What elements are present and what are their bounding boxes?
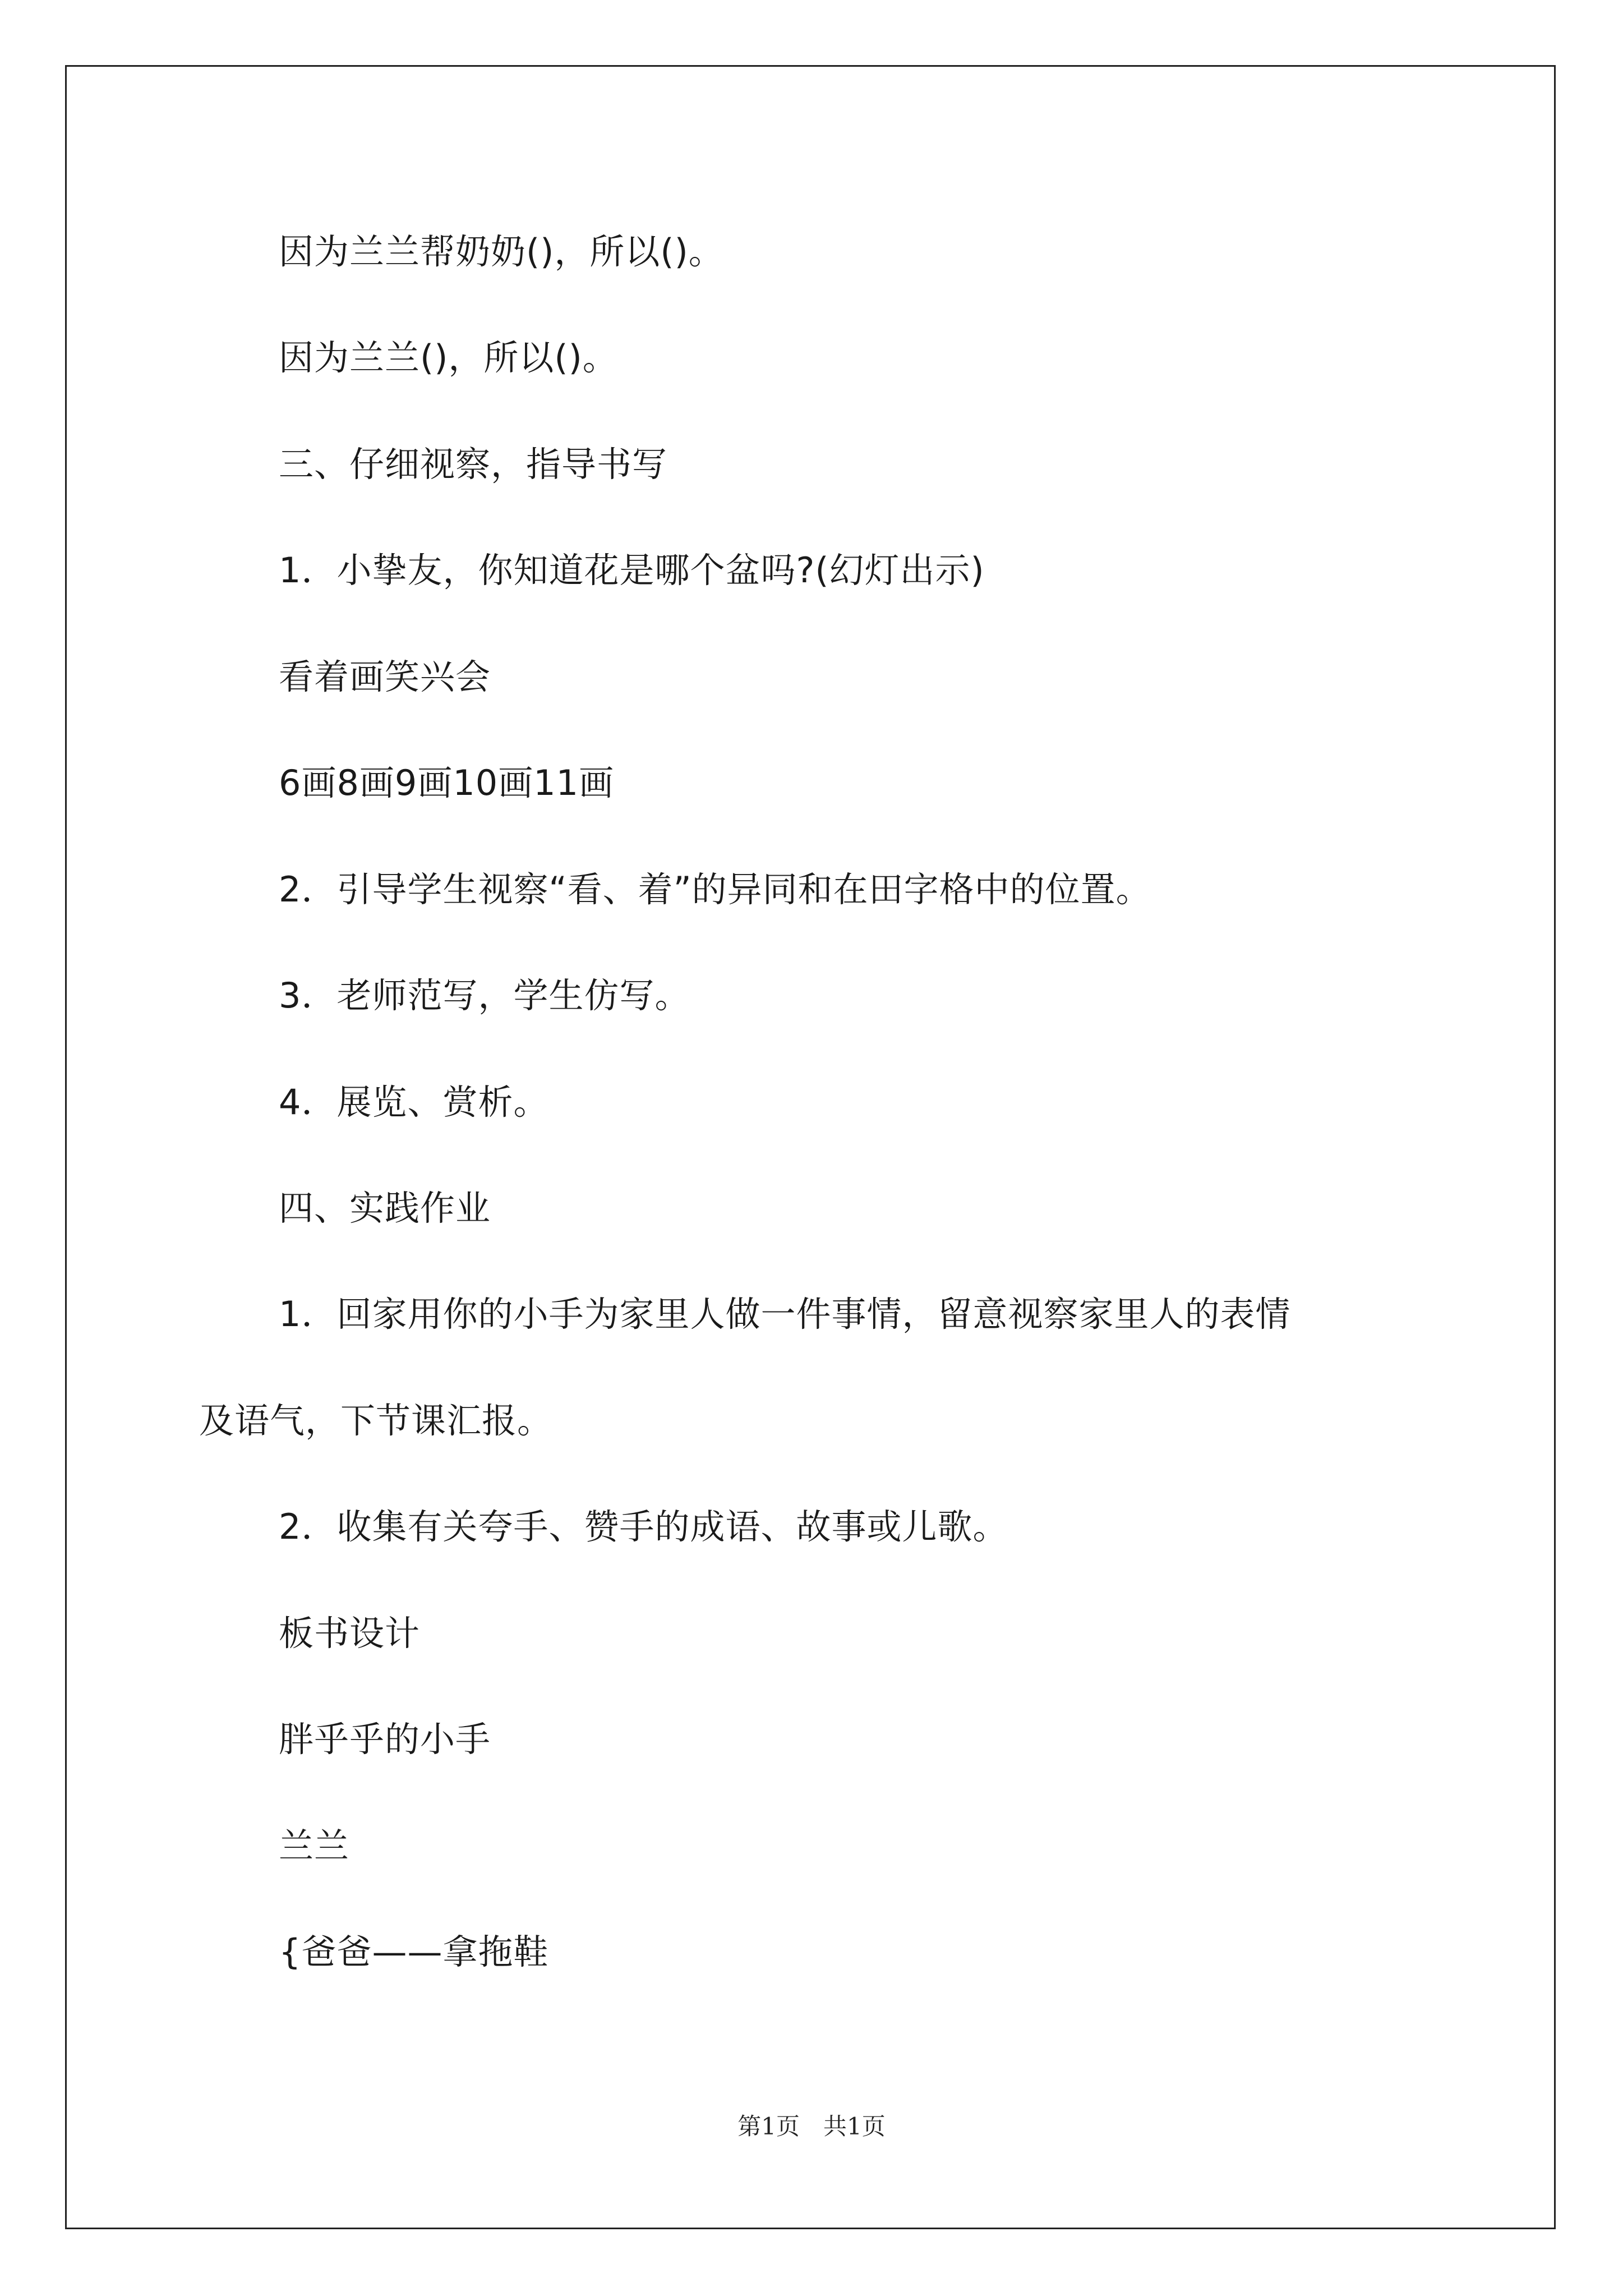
text-line-continuation: 及语气，下节课汇报。 <box>199 1400 553 1441</box>
text-line: 胖乎乎的小手 <box>279 1719 491 1760</box>
text-line: 2．引导学生视察“看、着”的异同和在田字格中的位置。 <box>279 869 1151 910</box>
section-heading: 三、仔细视察，指导书写 <box>279 444 668 485</box>
text-line: 2．收集有关夸手、赞手的成语、故事或儿歌。 <box>279 1506 1008 1547</box>
text-line: 看着画笑兴会 <box>279 656 491 697</box>
page-number-footer: 第1页 共1页 <box>737 2113 886 2140</box>
text-line: {爸爸——拿拖鞋 <box>279 1931 549 1972</box>
text-line: 1．回家用你的小手为家里人做一件事情，留意视察家里人的表情 <box>279 1294 1291 1335</box>
text-line: 1．小挚友，你知道花是哪个盆吗?(幻灯出示) <box>279 550 985 591</box>
text-line: 因为兰兰()，所以()。 <box>279 337 618 378</box>
page-border <box>65 65 1556 2229</box>
text-line: 因为兰兰帮奶奶()，所以()。 <box>279 231 724 272</box>
text-line: 4．展览、赏析。 <box>279 1082 549 1122</box>
text-line: 6画8画9画10画11画 <box>279 762 615 803</box>
section-heading: 板书设计 <box>279 1613 421 1654</box>
text-line: 兰兰 <box>279 1825 350 1866</box>
text-line: 3．老师范写，学生仿写。 <box>279 975 690 1016</box>
section-heading: 四、实践作业 <box>279 1188 491 1228</box>
